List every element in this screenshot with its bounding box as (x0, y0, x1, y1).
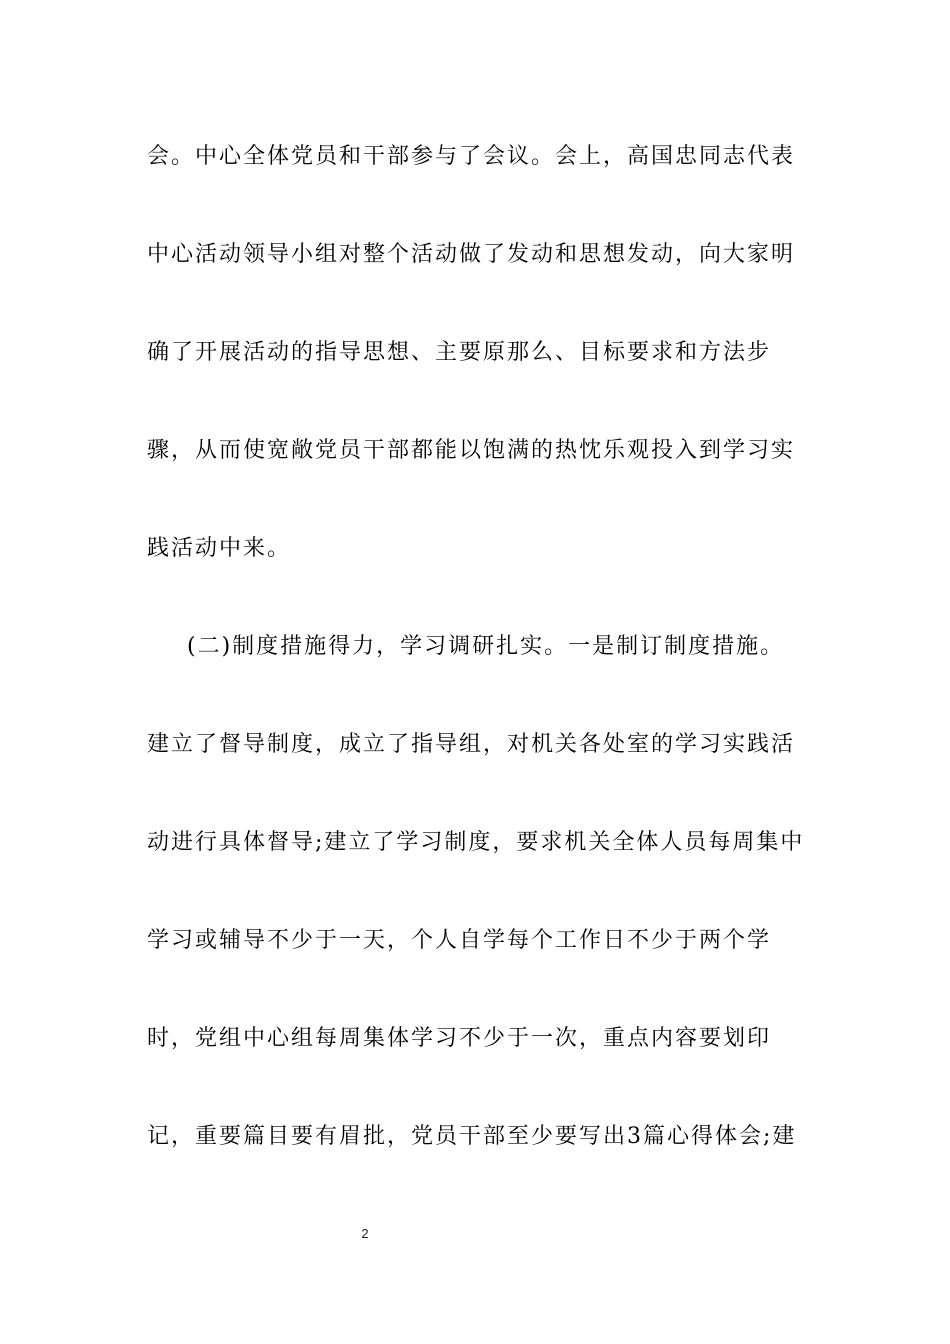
text-line: 建立了督导制度，成立了指导组，对机关各处室的学习实践活 (147, 732, 796, 757)
text-line: 骤，从而使宽敞党员干部都能以饱满的热忱乐观投入到学习实 (147, 438, 796, 463)
text-line: 时，党组中心组每周集体学习不少于一次，重点内容要划印 (147, 1026, 772, 1051)
section-heading-line: (二)制度措施得力，学习调研扎实。一是制订制度措施。 (187, 634, 785, 659)
text-line: 记，重要篇目要有眉批，党员干部至少要写出3篇心得体会;建 (147, 1124, 797, 1149)
page-number: 2 (361, 1226, 369, 1241)
text-line: 学习或辅导不少于一天，个人自学每个工作日不少于两个学 (147, 928, 772, 953)
text-line: 动进行具体督导;建立了学习制度，要求机关全体人员每周集中 (147, 830, 805, 855)
text-line: 践活动中来。 (147, 536, 292, 561)
text-line: 确了开展活动的指导思想、主要原那么、目标要求和方法步 (147, 340, 772, 365)
text-line: 中心活动领导小组对整个活动做了发动和思想发动，向大家明 (147, 242, 796, 267)
body-text (147, 133, 807, 1211)
text-line: 会。中心全体党员和干部参与了会议。会上，高国忠同志代表 (147, 144, 796, 169)
